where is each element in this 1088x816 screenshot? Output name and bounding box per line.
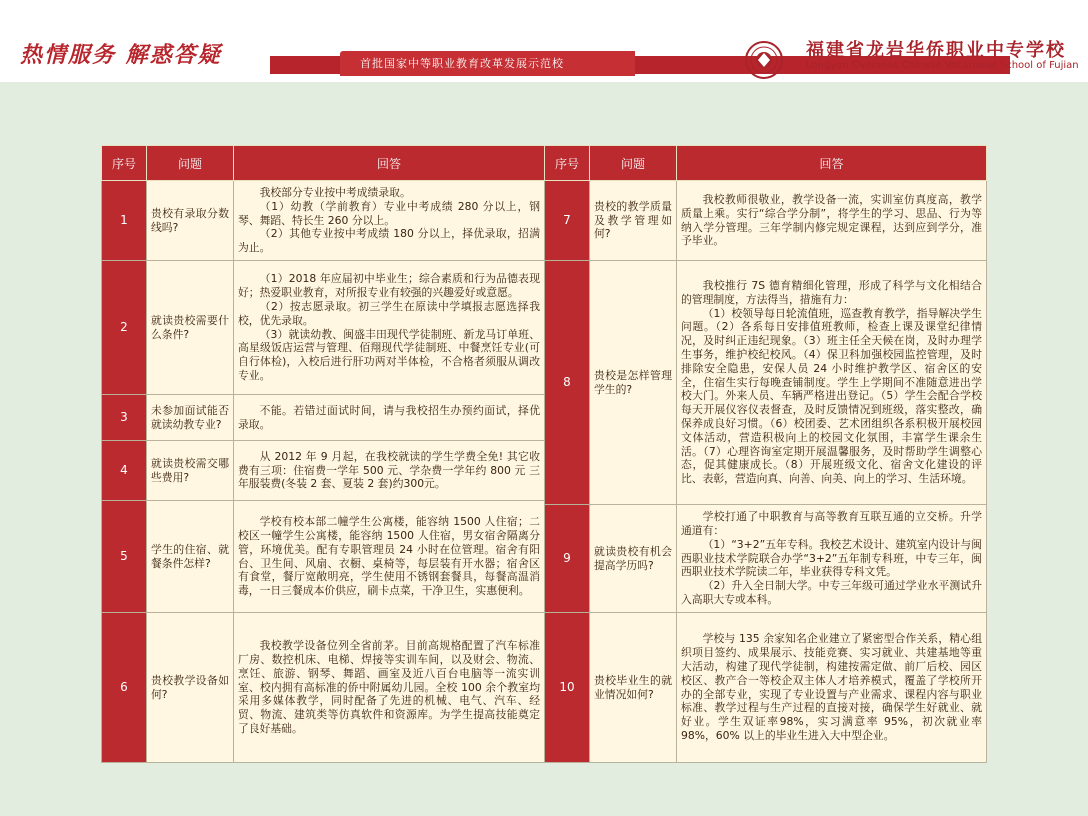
table-row <box>102 181 987 261</box>
faq-question: 未参加面试能否就读幼教专业? <box>147 395 234 441</box>
answer-paragraph: 不能。若错过面试时间，请与我校招生办预约面试，择优录取。 <box>238 403 540 431</box>
faq-number: 9 <box>545 505 590 613</box>
faq-answer <box>234 501 545 613</box>
answer-paragraph: 我校部分专业按中考成绩录取。 <box>259 185 411 199</box>
faq-question: 就读贵校有机会提高学历吗? <box>590 505 677 613</box>
faq-question: 贵校毕业生的就业情况如何? <box>590 613 677 763</box>
table-row <box>102 261 987 395</box>
answer-paragraph: 我校推行 7S 德育精细化管理，形成了科学与文化相结合的管理制度，方法得当，措施有力： <box>681 278 982 306</box>
faq-answer <box>677 261 987 505</box>
faq-number: 6 <box>102 613 147 763</box>
faq-number: 3 <box>102 395 147 441</box>
answer-paragraph: 学校与 135 余家知名企业建立了紧密型合作关系，精心组织项目签约、成果展示、技能竞赛、实习就业、共建基地等重大活动，构建了现代学徒制，构建按需定做、前厂后校、园区校区、教产合一等校企双主体人才培养模式，覆盖了学校所开办的全部专业，实现了专业设置与产业需求、课程内容与职业标准、教学过程与生产过程的直接对接，确保学生好就业、就好业。学生双证率98%，实习满意率 95%，初次就业率 98%，60% 以上的毕业生进入大中型企业。 <box>681 632 982 742</box>
answer-paragraph: 我校教师很敬业，教学设备一流，实训室仿真度高，教学质量上乘。实行“综合学分制”，将学生的学习、思品、行为等纳入学分管理。三年学制内修完规定课程，达到应到学分，准予毕业。 <box>681 192 982 248</box>
header-answer-left: 回答 <box>234 146 545 181</box>
answer-paragraph: （1）校领导每日轮流值班，巡查教育教学，指导解决学生问题。（2）各系每日安排值班教师，检查上课及课堂纪律情况，及时纠正违纪现象。（3）班主任全天候在岗，及时办理学生事务，维护校纪校风。（4）保卫科加强校园监控管理，及时排除安全隐患，安保人员 24 小时维护教学区、宿舍区的安全，住宿生实行每晚查铺制度。学生上学期间不准随意进出学校大门。外来人员、车辆严格进出登记。（5）学生会配合学校每天开展仪容仪表督查，及时反馈情况到班级，落实整改，确保养成良好习惯。（6）校团委、艺术团组织各系积极开展校园文体活动，营造积极向上的校园文化氛围，丰富学生课余生活。（7）心理咨询室定期开展温馨服务，及时帮助学生调整心态，促其健康成长。（8）开展班级文化、宿舍文化建设的评比、表彰，营造向真、向善、向美、向上的学习、生活环境。 <box>681 306 982 486</box>
answer-paragraph: （1）2018 年应届初中毕业生；综合素质和行为品德表现好；热爱职业教育，对所报专业有较强的兴趣爱好或意愿。 <box>238 272 540 300</box>
faq-number: 8 <box>545 261 590 505</box>
answer-paragraph: （2）其他专业按中考成绩 180 分以上，择优录取，招满为止。 <box>238 227 540 255</box>
faq-answer <box>234 613 545 763</box>
faq-answer <box>234 181 545 261</box>
faq-answer <box>234 395 545 441</box>
answer-paragraph: 学校打通了中职教育与高等教育互联互通的立交桥。升学通道有： <box>681 510 982 537</box>
faq-answer <box>234 441 545 501</box>
faq-number: 7 <box>545 181 590 261</box>
school-name-en: Longyan Overseas Chinese Vocational School of Fujian <box>806 60 1079 71</box>
faq-question: 贵校教学设备如何? <box>147 613 234 763</box>
faq-number: 5 <box>102 501 147 613</box>
answer-paragraph: 我校教学设备位列全省前茅。目前高规格配置了汽车标准厂房、数控机床、电梯、焊接等实训车间，以及财会、物流、烹饪、旅游、钢琴、舞蹈、画室及近八百台电脑等一流实训室、校内拥有高标准的侨中附属幼儿园。全校 100 余个教室均采用多媒体教学，同时配备了先进的机械、电气、汽车、经贸、物流、建筑类等仿真软件和资源库。为学生提高技能奠定了良好基础。 <box>238 639 540 736</box>
header-answer-right: 回答 <box>677 146 987 181</box>
faq-question: 就读贵校需交哪些费用? <box>147 441 234 501</box>
faq-answer <box>677 613 987 763</box>
answer-paragraph: 从 2012 年 9 月起，在我校就读的学生学费全免! 其它收费有三项：住宿费一学年 500 元、学杂费一学年约 800 元 三年服装费(冬装 2 套、夏装 2 套)约300元。 <box>238 449 540 491</box>
faq-answer <box>677 181 987 261</box>
faq-question: 贵校有录取分数线吗? <box>147 181 234 261</box>
faq-number: 4 <box>102 441 147 501</box>
faq-question: 就读贵校需要什么条件? <box>147 261 234 395</box>
header-num-left: 序号 <box>102 146 147 181</box>
answer-paragraph: （1）幼教（学前教育）专业中考成绩 280 分以上，钢琴、舞蹈、特长生 260 分以上。 <box>238 199 540 227</box>
faq-number: 1 <box>102 181 147 261</box>
faq-answer <box>677 505 987 613</box>
table-header-row <box>102 146 987 181</box>
faq-question: 贵校是怎样管理学生的? <box>590 261 677 505</box>
faq-number: 2 <box>102 261 147 395</box>
answer-paragraph: （3）就读幼教、闽盛丰田现代学徒制班、新龙马订单班、高星级饭店运营与管理、佰翔现代学徒制班、中餐烹饪专业(可自行体检)，入校后进行肝功两对半体检，不合格者须服从调改专业。 <box>238 327 540 382</box>
slogan: 热情服务 解惑答疑 <box>20 42 222 68</box>
faq-number: 10 <box>545 613 590 763</box>
school-name-cn: 福建省龙岩华侨职业中专学校 <box>806 40 1066 61</box>
answer-paragraph: （1）“3+2”五年专科。我校艺术设计、建筑室内设计与闽西职业技术学院联合办学“3+2”五年制专科班，中专三年，闽西职业技术学院读二年，毕业获得专科文凭。 <box>681 537 982 579</box>
page-header <box>0 0 1088 82</box>
answer-paragraph: （2）按志愿录取。初三学生在原读中学填报志愿选择我校，优先录取。 <box>238 299 540 327</box>
table-row <box>102 613 987 763</box>
faq-question: 贵校的教学质量及教学管理如何? <box>590 181 677 261</box>
faq-table <box>101 145 987 763</box>
faq-answer <box>234 261 545 395</box>
school-logo-icon <box>744 40 796 80</box>
faq-question: 学生的住宿、就餐条件怎样? <box>147 501 234 613</box>
header-subtitle: 首批国家中等职业教育改革发展示范校 <box>360 57 564 70</box>
answer-paragraph: （2）升入全日制大学。中专三年级可通过学业水平测试升入高职大专或本科。 <box>681 579 982 607</box>
header-num-right: 序号 <box>545 146 590 181</box>
header-question-right: 问题 <box>590 146 677 181</box>
answer-paragraph: 学校有校本部二幢学生公寓楼，能容纳 1500 人住宿；二校区一幢学生公寓楼，能容纳 1500 人住宿，男女宿舍隔离分管，环境优美。配有专职管理员 24 小时在位管理。宿舍有阳台、卫生间、风扇、衣橱、桌椅等，每层装有开水器；宿舍区有食堂，餐厅宽敞明亮，学生使用不锈钢套餐具，每餐高温消毒，一日三餐成本价供应，刷卡点菜，干净卫生，实惠便利。 <box>238 515 540 598</box>
header-question-left: 问题 <box>147 146 234 181</box>
